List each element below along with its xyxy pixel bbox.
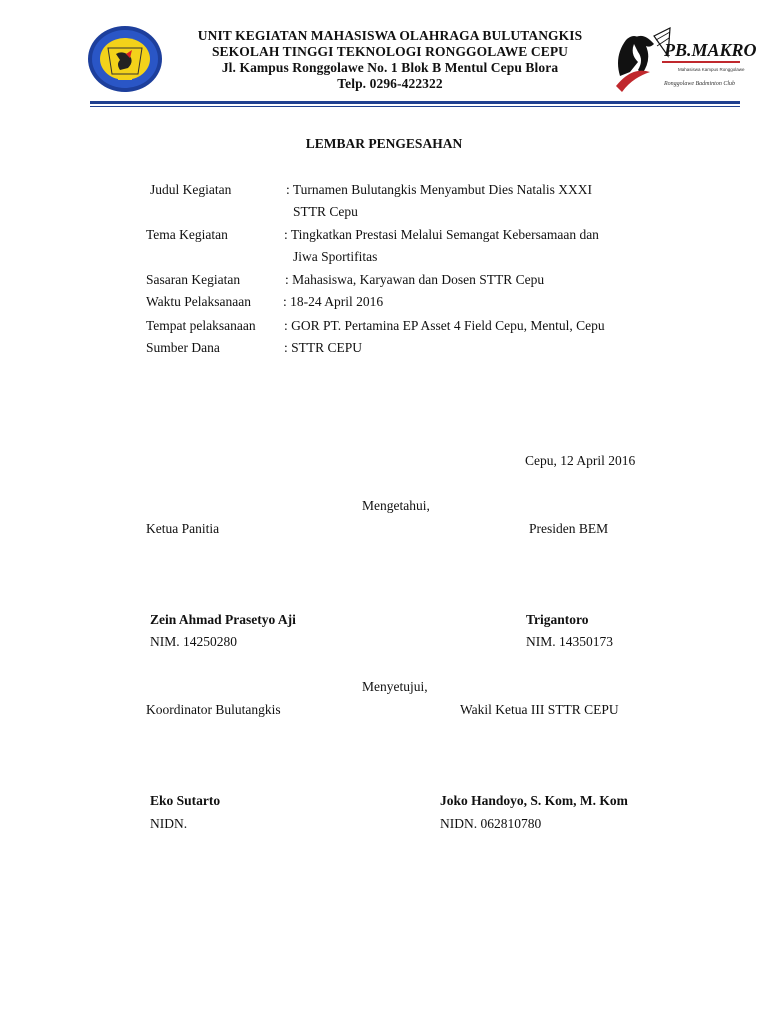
sign2-left-id: NIDN. xyxy=(150,816,188,831)
field-value-tema: : Tingkatkan Prestasi Melalui Semangat Kebersamaan dan xyxy=(284,227,599,242)
field-label-tempat: Tempat pelaksanaan xyxy=(146,318,256,333)
header-rule-thin xyxy=(90,106,740,107)
approved-label: Menyetujui, xyxy=(362,679,428,694)
sign2-left-role: Koordinator Bulutangkis xyxy=(146,702,281,717)
field-value-sasaran: : Mahasiswa, Karyawan dan Dosen STTR Cepu xyxy=(285,272,545,287)
sign2-right-name: Joko Handoyo, S. Kom, M. Kom xyxy=(440,793,628,808)
sign1-right-role: Presiden BEM xyxy=(529,521,609,536)
field-value-tema-cont: Jiwa Sportifitas xyxy=(293,249,378,264)
field-label-sasaran: Sasaran Kegiatan xyxy=(146,272,241,287)
field-value-waktu: : 18-24 April 2016 xyxy=(283,294,384,309)
pb-makro-script: Ronggolawe Badminton Club xyxy=(664,81,735,87)
institution-name: SEKOLAH TINGGI TEKNOLOGI RONGGOLAWE CEPU xyxy=(211,44,569,59)
sign1-left-id: NIM. 14250280 xyxy=(150,634,237,649)
field-value-judul: : Turnamen Bulutangkis Menyambut Dies Natalis XXXI xyxy=(286,182,592,197)
field-label-tema: Tema Kegiatan xyxy=(146,227,228,242)
field-label-waktu: Waktu Pelaksanaan xyxy=(146,294,252,309)
pb-makro-name: PB.MAKRO xyxy=(664,40,757,60)
sign1-right-name: Trigantoro xyxy=(526,612,589,627)
field-label-sumber: Sumber Dana xyxy=(146,340,220,355)
acknowledged-label: Mengetahui, xyxy=(362,498,430,513)
document-title: LEMBAR PENGESAHAN xyxy=(305,136,463,151)
sign2-right-id: NIDN. 062810780 xyxy=(440,816,542,831)
sign1-left-role: Ketua Panitia xyxy=(146,521,220,536)
address-line: Jl. Kampus Ronggolawe No. 1 Blok B Mentul Cepu Blora xyxy=(221,60,559,75)
field-label-judul: Judul Kegiatan xyxy=(150,182,232,197)
org-name: UNIT KEGIATAN MAHASISWA OLAHRAGA BULUTANGKIS xyxy=(197,28,583,43)
field-value-judul-cont: STTR Cepu xyxy=(293,204,358,219)
place-date: Cepu, 12 April 2016 xyxy=(525,453,636,468)
field-value-tempat: : GOR PT. Pertamina EP Asset 4 Field Cepu, Mentul, Cepu xyxy=(284,318,605,333)
pb-makro-tagline: Mahasiswa Kampus Ronggolawe xyxy=(678,67,745,72)
sign1-left-name: Zein Ahmad Prasetyo Aji xyxy=(150,612,296,627)
field-value-sumber: : STTR CEPU xyxy=(284,340,363,355)
phone-line: Telp. 0296-422322 xyxy=(337,76,443,91)
sign1-right-id: NIM. 14350173 xyxy=(526,634,613,649)
header-rule xyxy=(90,101,740,104)
sign2-right-role: Wakil Ketua III STTR CEPU xyxy=(460,702,619,717)
pb-makro-underline xyxy=(662,61,740,63)
sign2-left-name: Eko Sutarto xyxy=(150,793,221,808)
